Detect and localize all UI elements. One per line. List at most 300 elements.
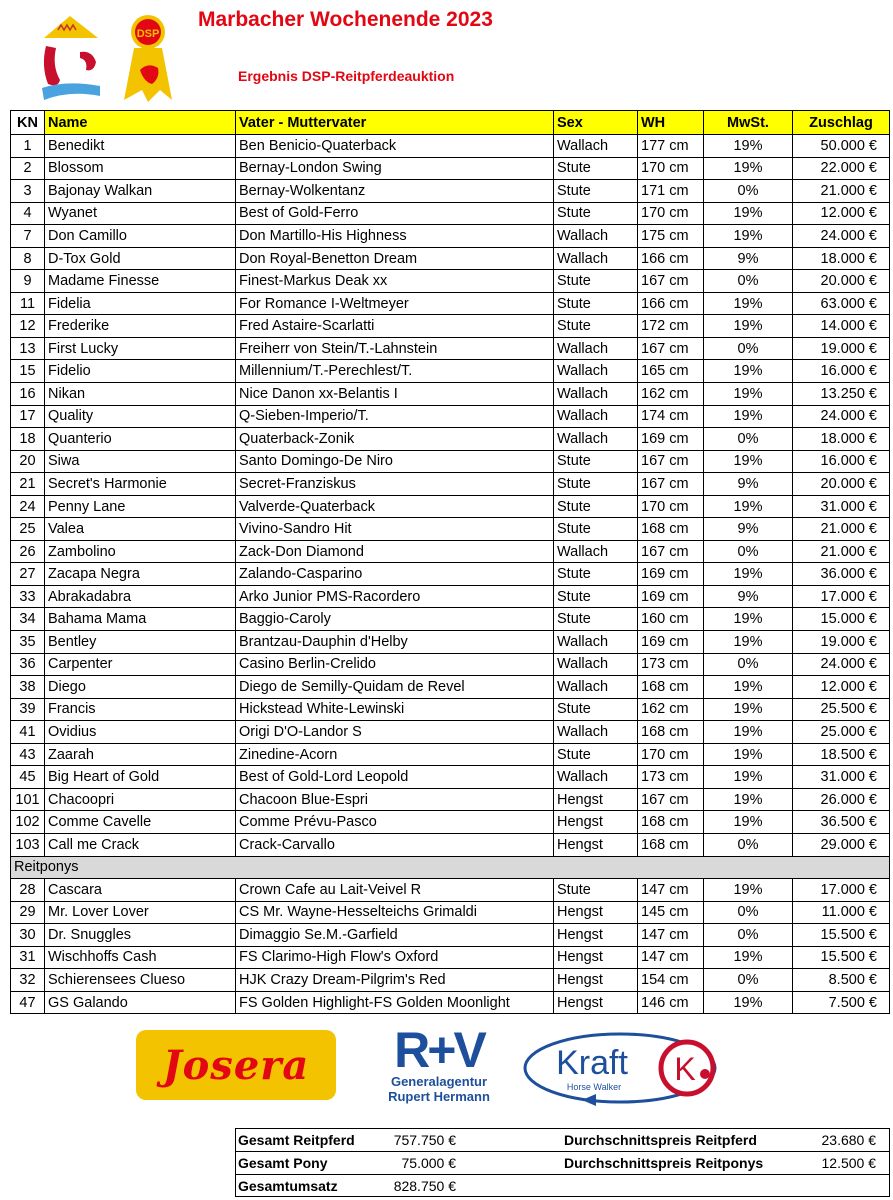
cell-sex: Wallach — [554, 676, 638, 699]
cell-vat: 19% — [704, 608, 793, 631]
cell-height: 172 cm — [638, 315, 704, 338]
cell-height: 170 cm — [638, 157, 704, 180]
cell-sex: Wallach — [554, 653, 638, 676]
table-row — [11, 924, 890, 947]
cell-kn: 18 — [11, 428, 45, 451]
cell-height: 162 cm — [638, 698, 704, 721]
cell-vat: 9% — [704, 247, 793, 270]
cell-sex: Wallach — [554, 721, 638, 744]
cell-sex: Hengst — [554, 991, 638, 1014]
horse-rows — [11, 135, 890, 857]
total-pony-value: 75.000 € — [401, 1154, 456, 1171]
cell-kn: 29 — [11, 901, 45, 924]
cell-sex: Wallach — [554, 225, 638, 248]
cell-kn: 36 — [11, 653, 45, 676]
cell-hammer-price: 18.000 € — [793, 247, 890, 270]
table-row — [11, 270, 890, 293]
kraft-logo-text: Kraft — [556, 1044, 628, 1082]
cell-sire-line: Diego de Semilly-Quidam de Revel — [236, 676, 554, 699]
cell-sire-line: Bernay-Wolkentanz — [236, 180, 554, 203]
cell-vat: 19% — [704, 676, 793, 699]
cell-sire-line: Bernay-London Swing — [236, 157, 554, 180]
cell-vat: 19% — [704, 315, 793, 338]
table-row — [11, 969, 890, 992]
cell-sire-line: Brantzau-Dauphin d'Helby — [236, 631, 554, 654]
cell-sire-line: Q-Sieben-Imperio/T. — [236, 405, 554, 428]
cell-vat: 19% — [704, 225, 793, 248]
table-row — [11, 337, 890, 360]
cell-sire-line: Nice Danon xx-Belantis I — [236, 383, 554, 406]
column-header-sex: Sex — [554, 111, 638, 135]
cell-vat: 19% — [704, 811, 793, 834]
cell-hammer-price: 63.000 € — [793, 292, 890, 315]
table-row — [11, 766, 890, 789]
cell-vat: 19% — [704, 405, 793, 428]
cell-hammer-price: 25.500 € — [793, 698, 890, 721]
table-row — [11, 833, 890, 856]
table-header-row — [11, 111, 890, 135]
cell-vat: 19% — [704, 360, 793, 383]
cell-sex: Wallach — [554, 337, 638, 360]
cell-sire-line: HJK Crazy Dream-Pilgrim's Red — [236, 969, 554, 992]
cell-sex: Hengst — [554, 946, 638, 969]
cell-sex: Stute — [554, 473, 638, 496]
kraft-logo-subtext: Horse Walker — [566, 1082, 622, 1092]
cell-height: 170 cm — [638, 743, 704, 766]
cell-name: Mr. Lover Lover — [45, 901, 236, 924]
cell-vat: 19% — [704, 698, 793, 721]
cell-kn: 101 — [11, 788, 45, 811]
cell-sire-line: Zinedine-Acorn — [236, 743, 554, 766]
cell-sire-line: Casino Berlin-Crelido — [236, 653, 554, 676]
cell-height: 147 cm — [638, 946, 704, 969]
cell-sex: Stute — [554, 292, 638, 315]
cell-hammer-price: 21.000 € — [793, 180, 890, 203]
cell-vat: 19% — [704, 450, 793, 473]
table-row — [11, 743, 890, 766]
cell-name: Wischhoffs Cash — [45, 946, 236, 969]
cell-sire-line: Crown Cafe au Lait-Veivel R — [236, 879, 554, 902]
cell-sire-line: Don Royal-Benetton Dream — [236, 247, 554, 270]
cell-hammer-price: 19.000 € — [793, 337, 890, 360]
cell-kn: 31 — [11, 946, 45, 969]
table-row — [11, 563, 890, 586]
cell-kn: 17 — [11, 405, 45, 428]
rv-logo — [374, 1022, 504, 1106]
cell-vat: 19% — [704, 292, 793, 315]
table-row — [11, 518, 890, 541]
cell-sire-line: Secret-Franziskus — [236, 473, 554, 496]
cell-height: 168 cm — [638, 518, 704, 541]
cell-hammer-price: 24.000 € — [793, 225, 890, 248]
cell-name: Zambolino — [45, 540, 236, 563]
cell-height: 167 cm — [638, 450, 704, 473]
cell-vat: 19% — [704, 383, 793, 406]
cell-name: Quanterio — [45, 428, 236, 451]
cell-name: Blossom — [45, 157, 236, 180]
cell-kn: 11 — [11, 292, 45, 315]
cell-height: 171 cm — [638, 180, 704, 203]
cell-sex: Wallach — [554, 135, 638, 158]
table-row — [11, 721, 890, 744]
cell-kn: 9 — [11, 270, 45, 293]
column-header-vater: Vater - Muttervater — [236, 111, 554, 135]
cell-name: Zacapa Negra — [45, 563, 236, 586]
cell-kn: 43 — [11, 743, 45, 766]
cell-sex: Stute — [554, 180, 638, 203]
table-row — [11, 473, 890, 496]
avg-reitpferd-value: 23.680 € — [821, 1131, 876, 1148]
table-row — [11, 157, 890, 180]
cell-hammer-price: 12.000 € — [793, 202, 890, 225]
cell-name: Abrakadabra — [45, 585, 236, 608]
section-label: Reitponys — [11, 856, 890, 879]
gesamtumsatz-label: Gesamtumsatz — [238, 1177, 338, 1194]
cell-sex: Stute — [554, 585, 638, 608]
cell-height: 168 cm — [638, 676, 704, 699]
cell-height: 167 cm — [638, 788, 704, 811]
cell-height: 154 cm — [638, 969, 704, 992]
cell-hammer-price: 31.000 € — [793, 766, 890, 789]
cell-kn: 2 — [11, 157, 45, 180]
kraft-logo-graphic — [522, 1030, 722, 1106]
table-row — [11, 788, 890, 811]
cell-kn: 4 — [11, 202, 45, 225]
cell-height: 169 cm — [638, 563, 704, 586]
auction-results-table — [10, 110, 890, 1014]
cell-height: 166 cm — [638, 247, 704, 270]
cell-vat: 19% — [704, 879, 793, 902]
table-row — [11, 991, 890, 1014]
cell-sex: Stute — [554, 518, 638, 541]
cell-kn: 12 — [11, 315, 45, 338]
cell-name: D-Tox Gold — [45, 247, 236, 270]
cell-name: GS Galando — [45, 991, 236, 1014]
cell-vat: 0% — [704, 180, 793, 203]
table-row — [11, 315, 890, 338]
table-row — [11, 247, 890, 270]
cell-height: 162 cm — [638, 383, 704, 406]
cell-height: 174 cm — [638, 405, 704, 428]
cell-height: 168 cm — [638, 833, 704, 856]
cell-vat: 0% — [704, 428, 793, 451]
kraft-logo-badge: K — [674, 1051, 696, 1087]
gesamtumsatz-value: 828.750 € — [393, 1177, 456, 1194]
cell-sire-line: Freiherr von Stein/T.-Lahnstein — [236, 337, 554, 360]
cell-sex: Hengst — [554, 969, 638, 992]
cell-height: 177 cm — [638, 135, 704, 158]
cell-vat: 19% — [704, 743, 793, 766]
rv-logo-line1: Generalagentur — [390, 1074, 488, 1089]
table-row — [11, 405, 890, 428]
cell-sire-line: Dimaggio Se.M.-Garfield — [236, 924, 554, 947]
cell-name: Chacoopri — [45, 788, 236, 811]
cell-name: Cascara — [45, 879, 236, 902]
cell-name: Big Heart of Gold — [45, 766, 236, 789]
table-row — [11, 901, 890, 924]
cell-kn: 13 — [11, 337, 45, 360]
cell-sex: Wallach — [554, 405, 638, 428]
cell-sire-line: Zack-Don Diamond — [236, 540, 554, 563]
section-row-group — [11, 856, 890, 879]
cell-name: Diego — [45, 676, 236, 699]
cell-name: Carpenter — [45, 653, 236, 676]
cell-vat: 0% — [704, 337, 793, 360]
cell-height: 169 cm — [638, 585, 704, 608]
cell-kn: 3 — [11, 180, 45, 203]
cell-sire-line: Baggio-Caroly — [236, 608, 554, 631]
cell-hammer-price: 15.500 € — [793, 946, 890, 969]
cell-vat: 19% — [704, 766, 793, 789]
cell-height: 160 cm — [638, 608, 704, 631]
column-header-name: Name — [45, 111, 236, 135]
cell-sire-line: Comme Prévu-Pasco — [236, 811, 554, 834]
cell-name: Fidelio — [45, 360, 236, 383]
table-row — [11, 292, 890, 315]
cell-kn: 102 — [11, 811, 45, 834]
cell-kn: 27 — [11, 563, 45, 586]
table-row — [11, 540, 890, 563]
cell-kn: 47 — [11, 991, 45, 1014]
cell-height: 146 cm — [638, 991, 704, 1014]
cell-vat: 19% — [704, 721, 793, 744]
table-row — [11, 879, 890, 902]
logo-dsp-text: DSP — [136, 28, 160, 40]
table-row — [11, 225, 890, 248]
table-row — [11, 676, 890, 699]
cell-kn: 32 — [11, 969, 45, 992]
cell-height: 170 cm — [638, 202, 704, 225]
cell-height: 147 cm — [638, 879, 704, 902]
cell-name: Call me Crack — [45, 833, 236, 856]
cell-hammer-price: 18.000 € — [793, 428, 890, 451]
cell-name: Bentley — [45, 631, 236, 654]
cell-hammer-price: 16.000 € — [793, 450, 890, 473]
cell-vat: 19% — [704, 563, 793, 586]
cell-sex: Stute — [554, 608, 638, 631]
cell-height: 168 cm — [638, 811, 704, 834]
cell-name: Wyanet — [45, 202, 236, 225]
cell-hammer-price: 21.000 € — [793, 518, 890, 541]
section-row-reitponys — [11, 856, 890, 879]
cell-height: 167 cm — [638, 473, 704, 496]
cell-name: Francis — [45, 698, 236, 721]
cell-sire-line: Hickstead White-Lewinski — [236, 698, 554, 721]
page-title: Marbacher Wochenende 2023 — [198, 8, 493, 31]
avg-reitponys-value: 12.500 € — [821, 1154, 876, 1171]
cell-height: 169 cm — [638, 428, 704, 451]
cell-vat: 0% — [704, 969, 793, 992]
cell-hammer-price: 14.000 € — [793, 315, 890, 338]
cell-sire-line: Best of Gold-Lord Leopold — [236, 766, 554, 789]
cell-vat: 19% — [704, 946, 793, 969]
josera-logo-text: Josera — [162, 1041, 310, 1089]
table-row — [11, 180, 890, 203]
cell-name: Dr. Snuggles — [45, 924, 236, 947]
cell-height: 169 cm — [638, 631, 704, 654]
cell-sire-line: Millennium/T.-Perechlest/T. — [236, 360, 554, 383]
josera-logo — [136, 1030, 336, 1100]
cell-sex: Wallach — [554, 383, 638, 406]
cell-name: Nikan — [45, 383, 236, 406]
totals-row — [235, 1128, 890, 1151]
cell-vat: 9% — [704, 473, 793, 496]
table-row — [11, 135, 890, 158]
cell-sex: Wallach — [554, 540, 638, 563]
cell-sex: Stute — [554, 563, 638, 586]
cell-name: Siwa — [45, 450, 236, 473]
cell-vat: 19% — [704, 788, 793, 811]
cell-hammer-price: 36.000 € — [793, 563, 890, 586]
cell-hammer-price: 16.000 € — [793, 360, 890, 383]
cell-hammer-price: 17.000 € — [793, 879, 890, 902]
cell-kn: 38 — [11, 676, 45, 699]
cell-vat: 0% — [704, 653, 793, 676]
cell-hammer-price: 50.000 € — [793, 135, 890, 158]
cell-kn: 24 — [11, 495, 45, 518]
cell-kn: 7 — [11, 225, 45, 248]
cell-sex: Stute — [554, 202, 638, 225]
pony-rows — [11, 879, 890, 1014]
cell-hammer-price: 29.000 € — [793, 833, 890, 856]
table-row — [11, 202, 890, 225]
cell-name: Fidelia — [45, 292, 236, 315]
totals-row — [235, 1174, 890, 1197]
cell-hammer-price: 15.000 € — [793, 608, 890, 631]
cell-kn: 45 — [11, 766, 45, 789]
cell-name: Quality — [45, 405, 236, 428]
cell-sex: Stute — [554, 315, 638, 338]
cell-hammer-price: 31.000 € — [793, 495, 890, 518]
cell-hammer-price: 18.500 € — [793, 743, 890, 766]
cell-kn: 41 — [11, 721, 45, 744]
cell-kn: 8 — [11, 247, 45, 270]
cell-height: 167 cm — [638, 270, 704, 293]
avg-reitponys-label: Durchschnittspreis Reitponys — [564, 1154, 764, 1171]
cell-sex: Hengst — [554, 811, 638, 834]
table-row — [11, 383, 890, 406]
cell-hammer-price: 17.000 € — [793, 585, 890, 608]
cell-kn: 103 — [11, 833, 45, 856]
kraft-logo — [522, 1030, 722, 1106]
cell-height: 175 cm — [638, 225, 704, 248]
cell-height: 173 cm — [638, 653, 704, 676]
totals-row — [235, 1151, 890, 1174]
cell-height: 168 cm — [638, 721, 704, 744]
cell-sire-line: CS Mr. Wayne-Hesselteichs Grimaldi — [236, 901, 554, 924]
cell-hammer-price: 24.000 € — [793, 653, 890, 676]
cell-hammer-price: 15.500 € — [793, 924, 890, 947]
cell-hammer-price: 20.000 € — [793, 473, 890, 496]
cell-vat: 0% — [704, 901, 793, 924]
cell-sex: Wallach — [554, 766, 638, 789]
marbach-dsp-logo — [36, 10, 176, 105]
cell-sire-line: Fred Astaire-Scarlatti — [236, 315, 554, 338]
cell-height: 170 cm — [638, 495, 704, 518]
cell-name: Zaarah — [45, 743, 236, 766]
table-row — [11, 608, 890, 631]
cell-vat: 0% — [704, 540, 793, 563]
cell-kn: 35 — [11, 631, 45, 654]
cell-kn: 15 — [11, 360, 45, 383]
cell-hammer-price: 25.000 € — [793, 721, 890, 744]
cell-kn: 1 — [11, 135, 45, 158]
table-row — [11, 698, 890, 721]
cell-height: 145 cm — [638, 901, 704, 924]
column-header-kn: KN — [11, 111, 45, 135]
cell-sex: Wallach — [554, 247, 638, 270]
cell-sire-line: Santo Domingo-De Niro — [236, 450, 554, 473]
cell-sex: Stute — [554, 879, 638, 902]
cell-hammer-price: 7.500 € — [793, 991, 890, 1014]
cell-sire-line: Ben Benicio-Quaterback — [236, 135, 554, 158]
cell-vat: 0% — [704, 833, 793, 856]
cell-hammer-price: 21.000 € — [793, 540, 890, 563]
cell-name: First Lucky — [45, 337, 236, 360]
cell-height: 167 cm — [638, 540, 704, 563]
cell-name: Bajonay Walkan — [45, 180, 236, 203]
cell-sire-line: Zalando-Casparino — [236, 563, 554, 586]
cell-kn: 34 — [11, 608, 45, 631]
table-row — [11, 811, 890, 834]
table-row — [11, 631, 890, 654]
cell-height: 166 cm — [638, 292, 704, 315]
table-row — [11, 450, 890, 473]
cell-name: Schierensees Clueso — [45, 969, 236, 992]
cell-sex: Wallach — [554, 360, 638, 383]
cell-vat: 9% — [704, 518, 793, 541]
cell-hammer-price: 36.500 € — [793, 811, 890, 834]
cell-height: 165 cm — [638, 360, 704, 383]
cell-sire-line: Origi D'O-Landor S — [236, 721, 554, 744]
cell-vat: 19% — [704, 157, 793, 180]
cell-sire-line: Crack-Carvallo — [236, 833, 554, 856]
cell-hammer-price: 26.000 € — [793, 788, 890, 811]
cell-vat: 19% — [704, 202, 793, 225]
cell-height: 173 cm — [638, 766, 704, 789]
cell-sex: Hengst — [554, 833, 638, 856]
rv-logo-line2: Rupert Hermann — [388, 1089, 490, 1104]
cell-name: Ovidius — [45, 721, 236, 744]
table-row — [11, 946, 890, 969]
cell-name: Comme Cavelle — [45, 811, 236, 834]
cell-kn: 39 — [11, 698, 45, 721]
total-reitpferd-label: Gesamt Reitpferd — [238, 1131, 355, 1148]
cell-hammer-price: 12.000 € — [793, 676, 890, 699]
cell-name: Madame Finesse — [45, 270, 236, 293]
cell-sex: Stute — [554, 270, 638, 293]
page-subtitle: Ergebnis DSP-Reitpferdeauktion — [238, 68, 455, 84]
cell-kn: 33 — [11, 585, 45, 608]
cell-kn: 25 — [11, 518, 45, 541]
logo-graphic — [36, 10, 176, 105]
table-row — [11, 495, 890, 518]
cell-kn: 30 — [11, 924, 45, 947]
cell-hammer-price: 22.000 € — [793, 157, 890, 180]
cell-sex: Hengst — [554, 924, 638, 947]
totals-table — [235, 1128, 890, 1197]
cell-sex: Stute — [554, 495, 638, 518]
cell-height: 167 cm — [638, 337, 704, 360]
total-pony-label: Gesamt Pony — [238, 1154, 328, 1171]
cell-vat: 19% — [704, 135, 793, 158]
cell-vat: 0% — [704, 270, 793, 293]
cell-name: Don Camillo — [45, 225, 236, 248]
table-row — [11, 428, 890, 451]
cell-sire-line: For Romance I-Weltmeyer — [236, 292, 554, 315]
cell-hammer-price: 19.000 € — [793, 631, 890, 654]
cell-height: 147 cm — [638, 924, 704, 947]
